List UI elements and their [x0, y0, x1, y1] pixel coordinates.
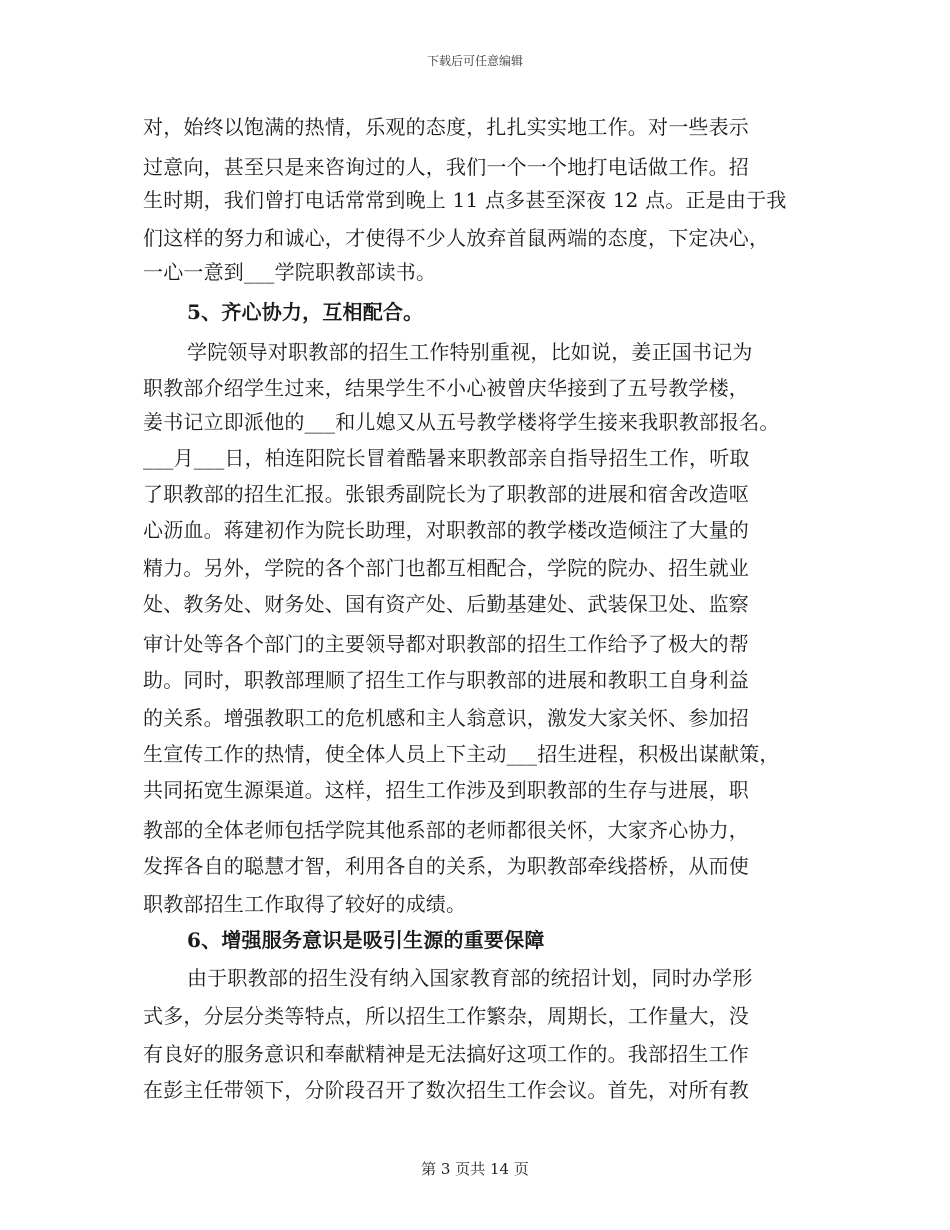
paragraph-line: 学院领导对职教部的招生工作特别重视，比如说，姜正国书记为 [187, 340, 753, 364]
paragraph-line: 精力。另外，学院的各个部门也都互相配合，学院的院办、招生就业 [143, 556, 749, 580]
paragraph-line: 由于职教部的招生没有纳入国家教育部的统招计划，同时办学形 [187, 966, 753, 990]
section-heading: 5、齐心协力，互相配合。 [187, 300, 424, 324]
paragraph-line: 共同拓宽生源渠道。这样，招生工作涉及到职教部的生存与进展，职 [143, 778, 749, 802]
page-header: 下载后可任意编辑 [426, 54, 523, 68]
paragraph-line: 发挥各自的聪慧才智，利用各自的关系，为职教部牵线搭桥，从而使 [143, 854, 749, 878]
paragraph-line: 职教部介绍学生过来，结果学生不小心被曾庆华接到了五号教学楼， [143, 376, 749, 400]
paragraph-line: 有良好的服务意识和奉献精神是无法搞好这项工作的。我部招生工作 [143, 1042, 749, 1066]
paragraph-line: 职教部招生工作取得了较好的成绩。 [143, 892, 467, 916]
paragraph-line: 对，始终以饱满的热情，乐观的态度，扎扎实实地工作。对一些表示 [143, 115, 749, 139]
paragraph-line: 处、教务处、财务处、国有资产处、后勤基建处、武装保卫处、监察 [143, 592, 749, 616]
paragraph-line: 在彭主任带领下，分阶段召开了数次招生工作会议。首先，对所有教 [143, 1078, 749, 1102]
paragraph-line: 式多，分层分类等特点，所以招生工作繁杂，周期长，工作量大，没 [143, 1004, 749, 1028]
paragraph-line: 过意向，甚至只是来咨询过的人，我们一个一个地打电话做工作。招 [143, 155, 749, 179]
paragraph-line: 们这样的努力和诚心，才使得不少人放弃首鼠两端的态度，下定决心， [143, 226, 770, 250]
paragraph-line: ___月___日，柏连阳院长冒着酷暑来职教部亲自指导招生工作，听取 [143, 446, 750, 470]
paragraph-line: 生时期，我们曾打电话常常到晚上 11 点多甚至深夜 12 点。正是由于我 [143, 188, 787, 212]
paragraph-line: 助。同时，职教部理顺了招生工作与职教部的进展和教职工自身利益 [143, 668, 749, 692]
paragraph-line: 审计处等各个部门的主要领导都对职教部的招生工作给予了极大的帮 [143, 632, 749, 656]
paragraph-line: 一心一意到___学院职教部读书。 [143, 260, 437, 284]
paragraph-line: 的关系。增强教职工的危机感和主人翁意识，激发大家关怀、参加招 [143, 706, 749, 730]
section-heading: 6、增强服务意识是吸引生源的重要保障 [187, 928, 545, 952]
paragraph-line: 心沥血。蒋建初作为院长助理，对职教部的教学楼改造倾注了大量的 [143, 518, 749, 542]
paragraph-line: 姜书记立即派他的___和儿媳又从五号教学楼将学生接来我职教部报名。 [143, 410, 780, 434]
paragraph-line: 教部的全体老师包括学院其他系部的老师都很关怀，大家齐心协力， [143, 818, 749, 842]
paragraph-line: 生宣传工作的热情，使全体人员上下主动___招生进程，积极出谋献策， [143, 742, 780, 766]
paragraph-line: 了职教部的招生汇报。张银秀副院长为了职教部的进展和宿舍改造呕 [143, 482, 749, 506]
page-footer: 第 3 页共 14 页 [421, 1160, 529, 1178]
